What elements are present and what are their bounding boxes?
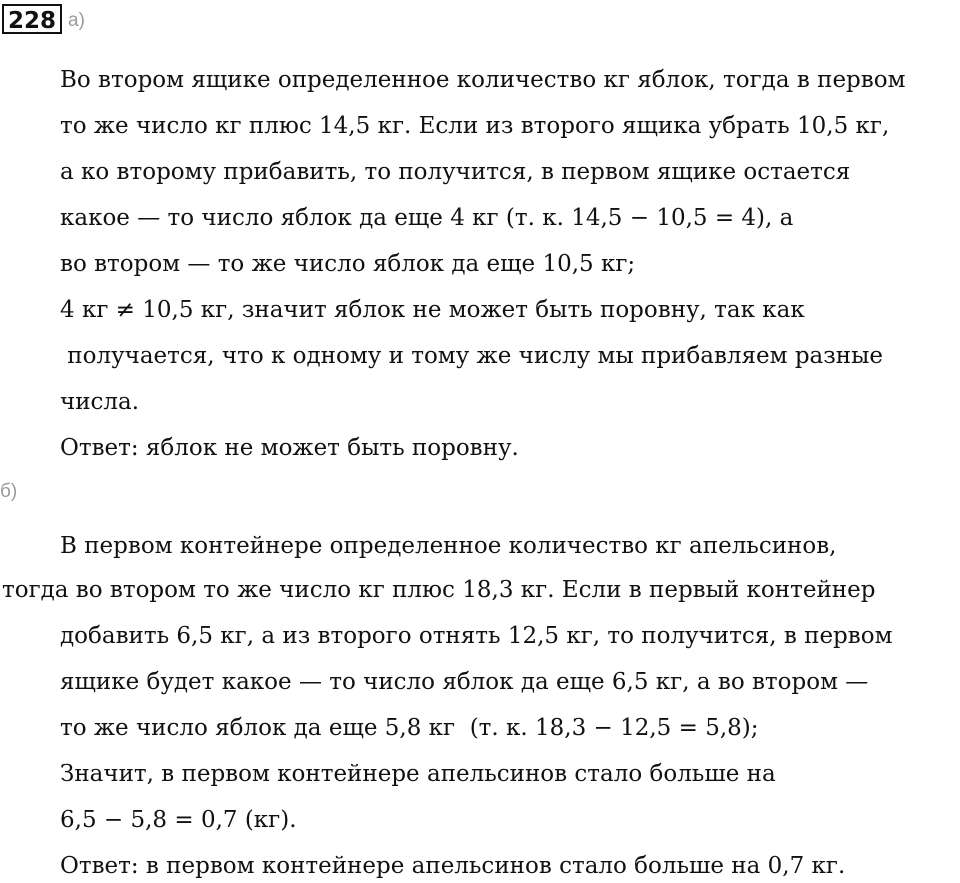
text-line: 4 кг ≠ 10,5 кг, значит яблок не может быть поровну, так как — [60, 297, 805, 323]
text-line: 6,5 − 5,8 = 0,7 (кг). — [60, 807, 297, 833]
text-line: ящике будет какое — то число яблок да еще 6,5 кг, а во втором — — [60, 669, 869, 695]
problem-number: 228 — [2, 4, 62, 34]
text-line: получается, что к одному и тому же числу мы прибавляем разные — [60, 343, 884, 369]
text-line: Во втором ящике определенное количество кг яблок, тогда в первом — [60, 67, 906, 93]
text-line: тогда во втором то же число кг плюс 18,3 кг. Если в первый контейнер — [2, 577, 876, 603]
text-line: то же число яблок да еще 5,8 кг (т. к. 18,3 − 12,5 = 5,8); — [60, 715, 759, 741]
answer-line: Ответ: в первом контейнере апельсинов стало больше на 0,7 кг. — [60, 853, 846, 879]
part-a-label: а) — [68, 10, 85, 31]
text-line: то же число кг плюс 14,5 кг. Если из второго ящика убрать 10,5 кг, — [60, 113, 890, 139]
text-line: Значит, в первом контейнере апельсинов стало больше на — [60, 761, 776, 787]
answer-line: Ответ: яблок не может быть поровну. — [60, 435, 519, 461]
text-line: В первом контейнере определенное количество кг апельсинов, — [60, 533, 837, 559]
text-line: добавить 6,5 кг, а из второго отнять 12,5 кг, то получится, в первом — [60, 623, 893, 649]
text-line: какое — то число яблок да еще 4 кг (т. к. 14,5 − 10,5 = 4), а — [60, 205, 794, 231]
text-line: во втором — то же число яблок да еще 10,5 кг; — [60, 251, 636, 277]
text-line: числа. — [60, 389, 140, 415]
text-line: а ко второму прибавить, то получится, в первом ящике остается — [60, 159, 851, 185]
part-b-label: б) — [0, 481, 18, 502]
